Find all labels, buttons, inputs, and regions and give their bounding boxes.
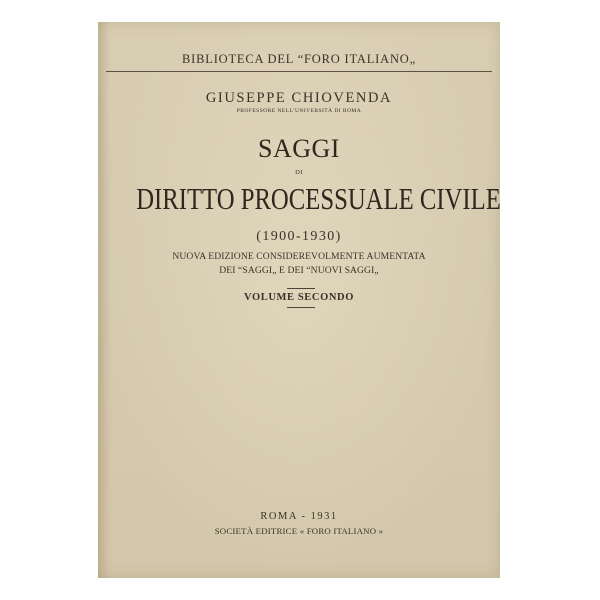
year-range: (1900-1930) xyxy=(256,229,342,244)
volume-rule-top xyxy=(287,288,315,289)
place-and-year: ROMA - 1931 xyxy=(260,511,338,522)
book-cover xyxy=(98,22,500,578)
main-title: DIRITTO PROCESSUALE CIVILE xyxy=(136,182,501,216)
volume-rule-bottom xyxy=(287,307,315,308)
volume-label: VOLUME SECONDO xyxy=(244,292,354,303)
publisher-name: SOCIETÀ EDITRICE « FORO ITALIANO » xyxy=(214,526,384,536)
series-divider xyxy=(106,71,492,72)
author-name: GIUSEPPE CHIOVENDA xyxy=(205,90,393,106)
title-connector: DI xyxy=(295,169,303,176)
series-title: BIBLIOTECA DEL “FORO ITALIANO„ xyxy=(182,52,416,66)
title-saggi: SAGGI xyxy=(258,134,340,163)
author-affiliation: PROFESSORE NELL’UNIVERSITÀ DI ROMA xyxy=(236,108,362,114)
edition-note-line-2: DEI “SAGGI„ E DEI “NUOVI SAGGI„ xyxy=(219,265,379,276)
edition-note-line-1: NUOVA EDIZIONE CONSIDEREVOLMENTE AUMENTATA xyxy=(172,251,426,262)
